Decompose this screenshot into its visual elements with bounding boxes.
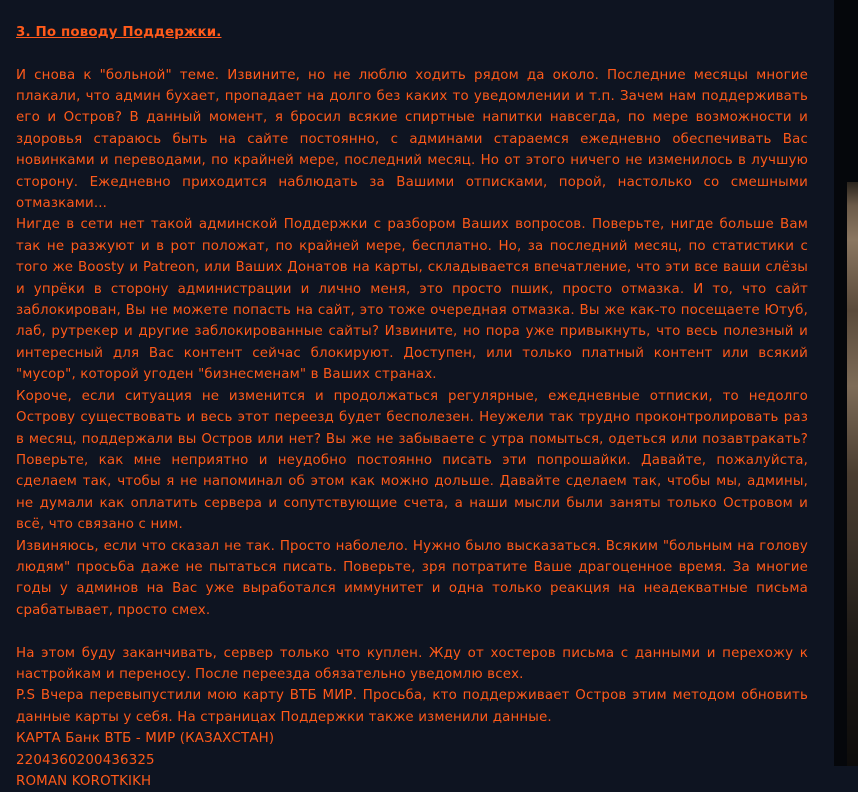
- background-photo-edge: [847, 182, 858, 766]
- paragraph-3: Короче, если ситуация не изменится и продолжаться регулярные, ежедневные отписки, то недолго Острову существовать и весь этот переезд будет бесполезен. Неужели так трудно проконтролировать раз в месяц, поддержали вы Остров или нет? Вы же не забываете с утра помыться, одеться или позавтракать? Поверьте, как мне неприятно и неудобно постоянно писать эти попрошайки. Давайте, пожалуйста, сделаем так, чтобы я не напоминал об этом как можно дольше. Давайте сделаем так, чтобы мы, админы, не думали как оплатить сервера и сопутствующие счета, а наши мысли были заняты только Островом и всё, что связано с ним.: [16, 386, 808, 536]
- card-number: 2204360200436325: [16, 750, 808, 771]
- spacer: [16, 621, 808, 642]
- spacer: [16, 0, 808, 21]
- card-title: КАРТА Банк ВТБ - МИР (КАЗАХСТАН): [16, 728, 808, 749]
- spacer: [16, 43, 808, 64]
- post-body: [16, 0, 808, 792]
- paragraph-6: P.S Вчера перевыпустили мою карту ВТБ МИР. Просьба, кто поддерживает Остров этим методом обновить данные карты у себя. На страницах Поддержки также изменили данные.: [16, 685, 808, 728]
- section-heading: 3. По поводу Поддержки.: [16, 22, 808, 43]
- paragraph-2: Нигде в сети нет такой админской Поддержки с разбором Ваших вопросов. Поверьте, нигде больше Вам так не разжуют и в рот положат, по крайней мере, бесплатно. Но, за последний месяц, по статистики с того же Boosty и Patreon, или Ваших Донатов на карты, складывается впечатление, что эти все ваши слёзы и упрёки в сторону администрации и лично меня, это просто пшик, просто отмазка. И то, что сайт заблокирован, Вы не можете попасть на сайт, это тоже очередная отмазка. Вы же как-то посещаете Ютуб, лаб, рутрекер и другие заблокированные сайты? Извините, но пора уже привыкнуть, что весь полезный и интересный для Вас контент сейчас блокируют. Доступен, или только платный контент или всякий "мусор", которой угоден "бизнесменам" в Ваших странах.: [16, 214, 808, 385]
- page-edge-background: [834, 0, 858, 766]
- paragraph-4: Извиняюсь, если что сказал не так. Просто наболело. Нужно было высказаться. Всяким "больным на голову людям" просьба даже не пытаться писать. Поверьте, зря потратите Ваше драгоценное время. За многие годы у админов на Вас уже выработался иммунитет и одна только реакция на неадекватные письма срабатывает, просто смех.: [16, 536, 808, 622]
- paragraph-5: На этом буду заканчивать, сервер только что куплен. Жду от хостеров письма с данными и перехожу к настройкам и переносу. После переезда обязательно уведомлю всех.: [16, 643, 808, 686]
- paragraph-1: И снова к "больной" теме. Извините, но не люблю ходить рядом да около. Последние месяцы многие плакали, что админ бухает, пропадает на долго без каких то уведомлении и т.п. Зачем нам поддерживать его и Остров? В данный момент, я бросил всякие спиртные напитки навсегда, по мере возможности и здоровья стараюсь быть на сайте постоянно, с админами стараемся ежедневно обеспечивать Вас новинками и переводами, по крайней мере, последний месяц. Но от этого ничего не изменилось в лучшую сторону. Ежедневно приходится наблюдать за Вашими отписками, порой, настолько со смешными отмазками...: [16, 65, 808, 215]
- card-holder: ROMAN KOROTKIKH: [16, 771, 808, 792]
